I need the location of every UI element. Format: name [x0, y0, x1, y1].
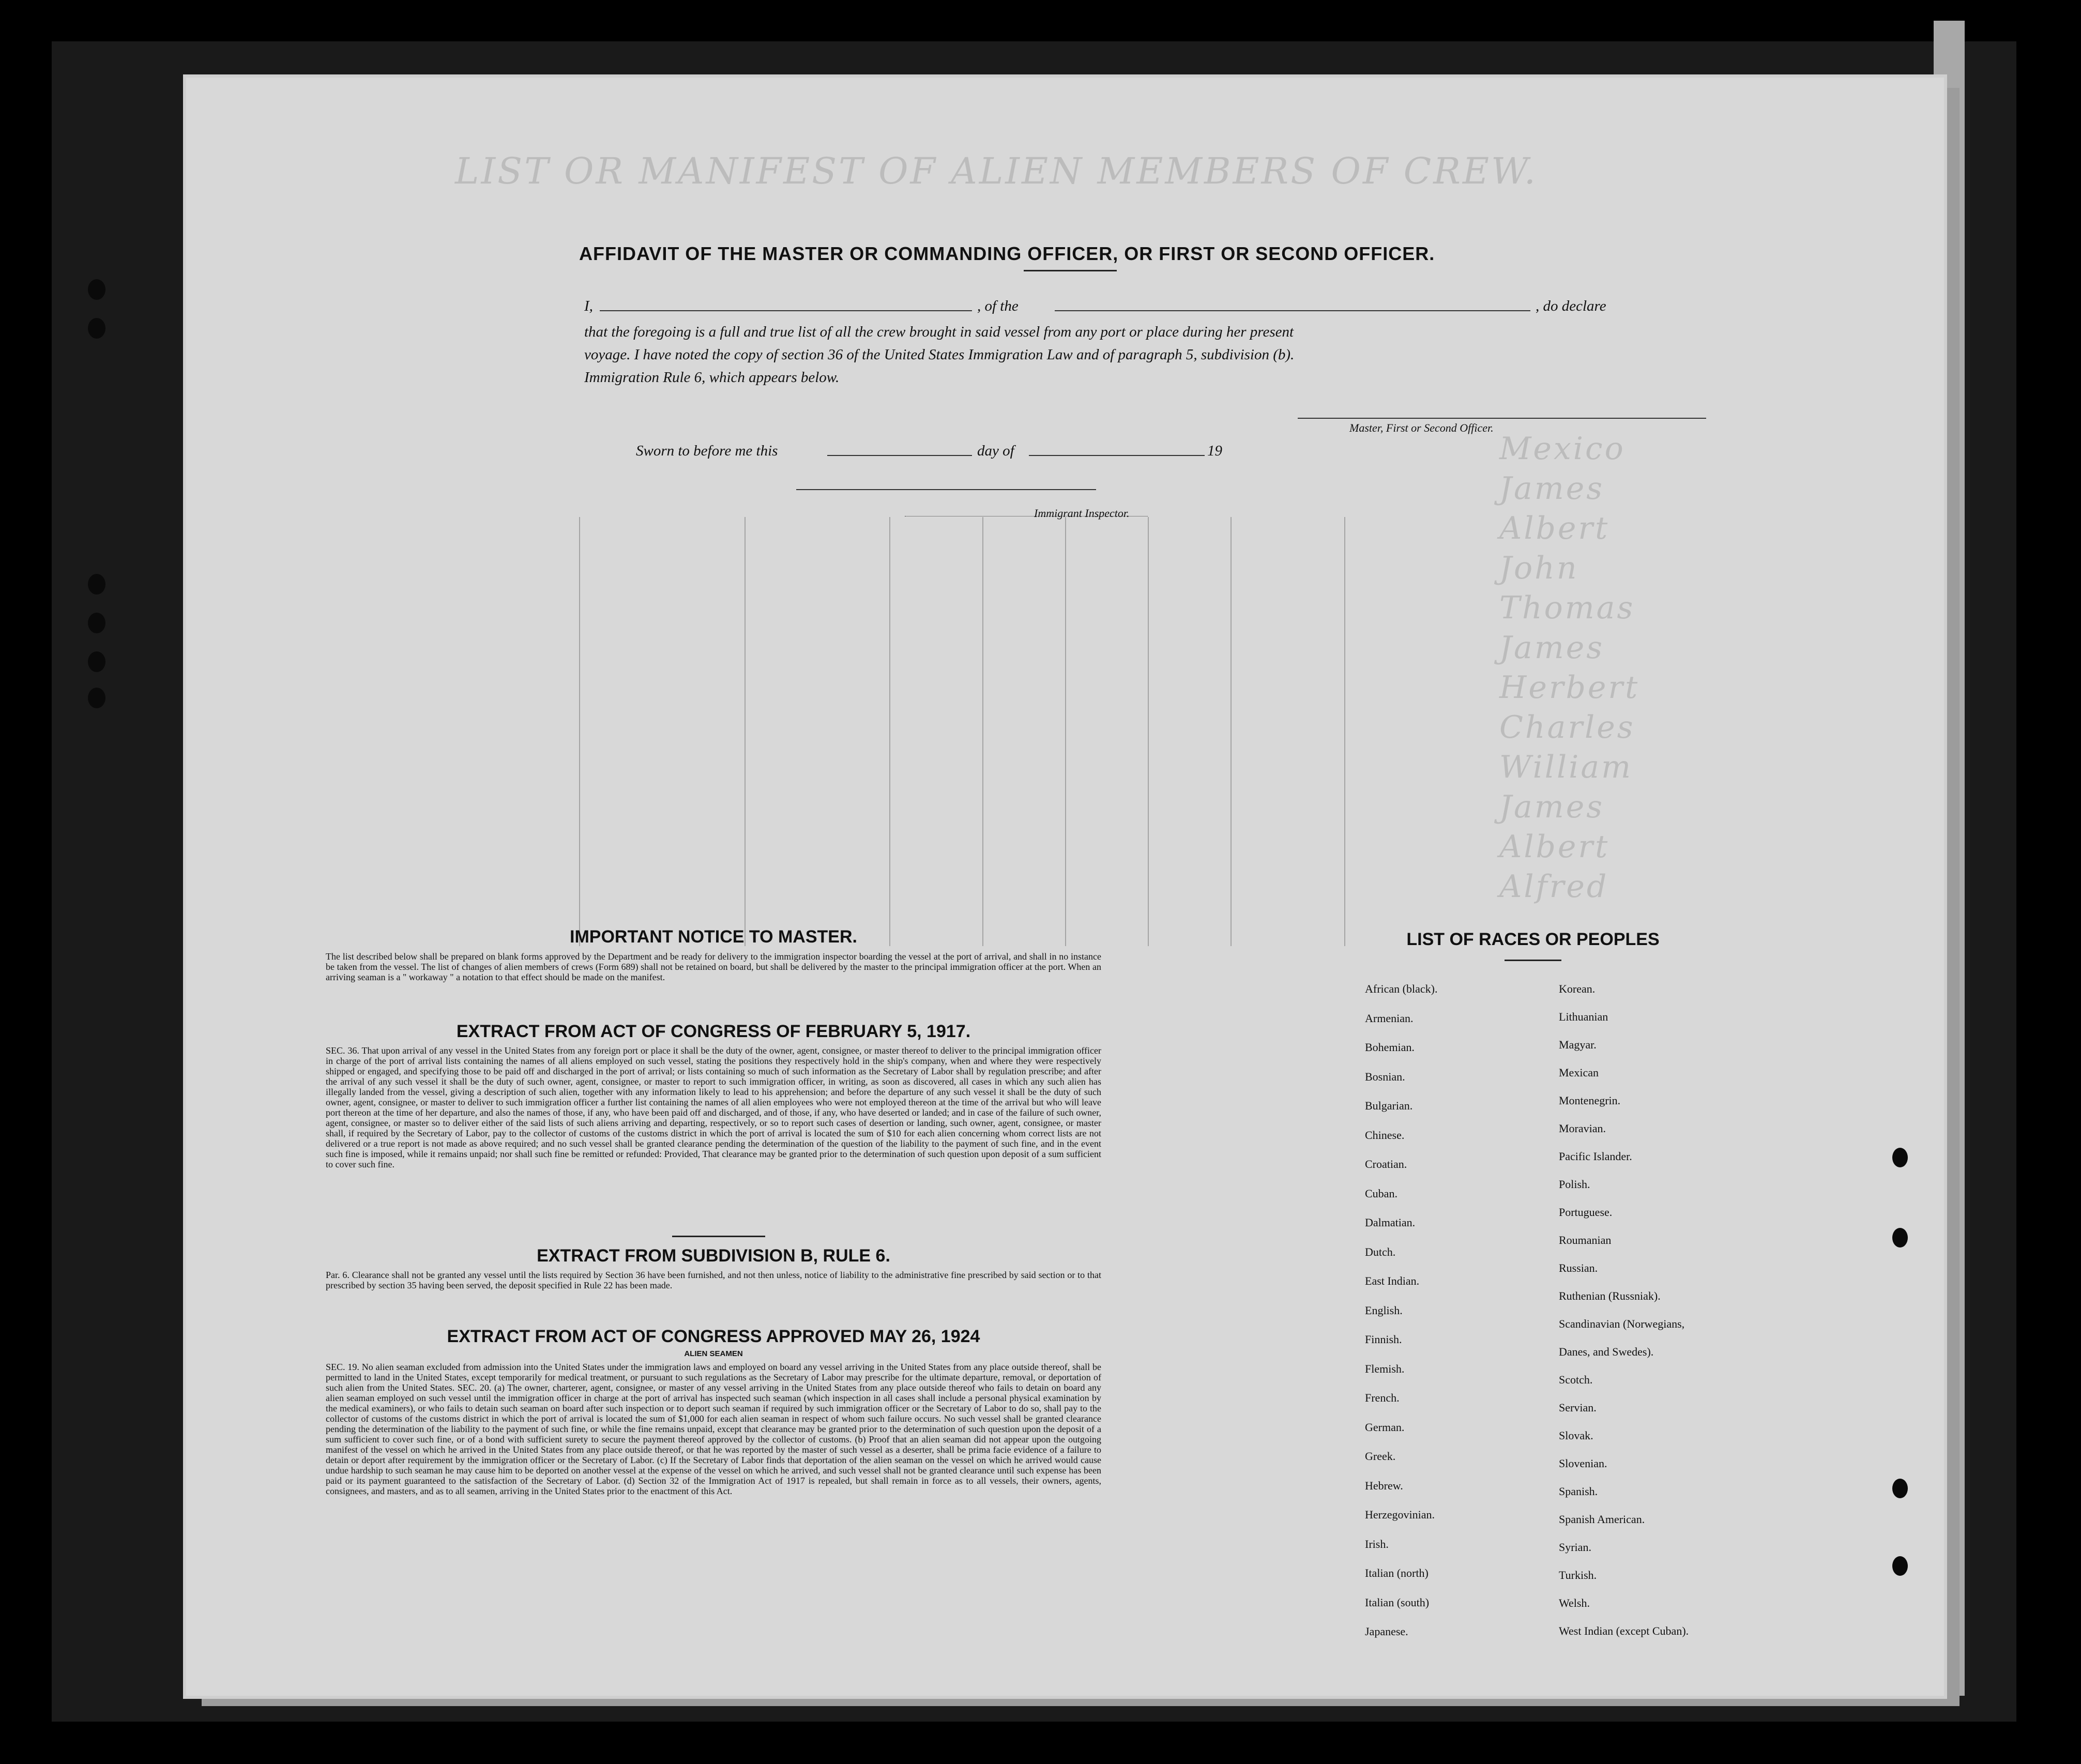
binder-hole	[1892, 1479, 1908, 1498]
notice-title: IMPORTANT NOTICE TO MASTER.	[570, 927, 857, 947]
affidavit-title: AFFIDAVIT OF THE MASTER OR COMMANDING OFFICER, OR FIRST OR SECOND OFFICER.	[579, 243, 1435, 264]
race-item: Magyar.	[1559, 1038, 1597, 1051]
race-item: Croatian.	[1365, 1158, 1407, 1170]
inspector-label: Immigrant Inspector.	[1034, 507, 1130, 520]
race-item: Portuguese.	[1559, 1206, 1613, 1219]
act-1924-subtitle: ALIEN SEAMEN	[684, 1349, 743, 1358]
race-item: West Indian (except Cuban).	[1559, 1624, 1689, 1637]
race-item: Japanese.	[1365, 1625, 1408, 1638]
race-item: Dalmatian.	[1365, 1216, 1416, 1229]
race-item: Finnish.	[1365, 1333, 1402, 1346]
sworn-month-blank[interactable]	[1029, 455, 1205, 456]
declaration-line-3: Immigration Rule 6, which appears below.	[584, 369, 840, 386]
race-item: Hebrew.	[1365, 1479, 1403, 1492]
column-line	[1148, 517, 1149, 946]
binder-hole	[1892, 1228, 1908, 1248]
race-item: Chinese.	[1365, 1128, 1405, 1142]
race-item: Syrian.	[1559, 1541, 1591, 1554]
binder-hole	[88, 318, 105, 339]
day-of-text: day of	[977, 443, 1014, 459]
binder-hole	[88, 688, 105, 708]
race-item: Italian (south)	[1365, 1595, 1430, 1609]
race-item: English.	[1365, 1303, 1403, 1317]
rule-6-body: Par. 6. Clearance shall not be granted any vessel until the lists required by Section 36 have been furnished, and not then unless, notice of liability to the administrative fine prescribed by said section or to that prescribed by section 35 having been served, the deposit specified in Rule 22 has been made.	[326, 1270, 1101, 1290]
vessel-blank[interactable]	[1055, 310, 1530, 311]
race-item: Spanish.	[1559, 1485, 1598, 1498]
binder-hole	[1892, 1556, 1908, 1576]
race-item: Greek.	[1365, 1450, 1396, 1463]
race-item: Welsh.	[1559, 1596, 1590, 1609]
bleed-through-handwriting: Mexico James Albert John Thomas James Herbert Charles William James Albert Alfred	[1499, 431, 1640, 905]
column-line	[982, 517, 983, 946]
race-item: Korean.	[1559, 982, 1596, 995]
sworn-day-blank[interactable]	[827, 455, 972, 456]
bleed-through-header: LIST OR MANIFEST OF ALIEN MEMBERS OF CREW.	[455, 150, 1538, 192]
act-1917-body: SEC. 36. That upon arrival of any vessel in the United States from any foreign port or place it shall be the duty of the owner, agent, consignee, or master thereof to deliver to the principal immigration officer in charge of the port of arrival lists containing the names of all aliens employed on such vessel, stating the positions they respectively hold in the ship's company, when and where they were respectively shipped or engaged, and specifying those to be paid off and discharged in the port of arrival; or lists containing so much of such information as the Secretary of Labor shall by regulation prescribe; and after the arrival of any such vessel it shall be the duty of such owner, agent, consignee, or master to report to such immigration officer, in writing, as soon as discovered, all cases in which any such alien has illegally landed from the vessel, giving a description of such alien, together with any information likely to lead to his apprehension; and before the departure of any such vessel it shall be the duty of such owner, agent, consignee, or master to deliver to such immigration officer a further list containing the names of all alien employees who were not employed thereon at the time of the arrival but who will leave port thereon at the time of her departure, and also the names of those, if any, who have been paid off and discharged, and of those, if any, who have deserted or landed; and in case of the failure of such owner, agent, consignee, or master so to deliver either of the said lists of such aliens arriving and departing, respectively, or so to report such cases of desertion or landing, such owner, agent, consignee, or master shall, if required by the Secretary of Labor, pay to the collector of customs of the customs district in which the port of arrival is located the sum of $10 for each alien concerning whom correct lists are not delivered or a true report is not made as above required; and no such vessel shall be granted clearance pending the determination of the question of the liability to the payment of such fine, and in the event such fine is imposed, while it remains unpaid; nor shall such fine be remitted or refunded: Provided, That clearance may be granted prior to the determination of such question upon deposit of a sum sufficient to cover such fine.	[326, 1045, 1101, 1169]
race-item: German.	[1365, 1420, 1405, 1434]
race-item: Scandinavian (Norwegians,	[1559, 1317, 1685, 1330]
act-1924-title: EXTRACT FROM ACT OF CONGRESS APPROVED MAY 26, 1924	[447, 1327, 980, 1346]
race-item: Danes, and Swedes).	[1559, 1345, 1654, 1358]
race-item: Montenegrin.	[1559, 1094, 1621, 1107]
race-item: Ruthenian (Russniak).	[1559, 1289, 1661, 1302]
races-divider	[1505, 960, 1561, 961]
race-item: Pacific Islander.	[1559, 1150, 1632, 1163]
race-item: French.	[1365, 1391, 1400, 1404]
rule-6-title: EXTRACT FROM SUBDIVISION B, RULE 6.	[537, 1246, 890, 1266]
race-item: Polish.	[1559, 1178, 1590, 1191]
notice-body: The list described below shall be prepared on blank forms approved by the Department and be ready for delivery to the immigration inspector boarding the vessel at the port of arrival, and shall in no instance be taken from the vessel. The list of changes of alien members of crews (Form 689) shall not be retained on board, but shall be delivered by the master to the principal immigration officer at the port. When an arriving seaman is a " workaway " a notation to that effect should be made on the manifest.	[326, 951, 1101, 982]
binder-hole	[88, 651, 105, 672]
act-1924-body: SEC. 19. No alien seaman excluded from admission into the United States under the immigration laws and employed on board any vessel arriving in the United States from any place outside thereof, shall be permitted to land in the United States, except temporarily for medical treatment, or pursuant to such regulations as the Secretary of Labor may prescribe for the ultimate departure, removal, or deportation of such alien from the United States. SEC. 20. (a) The owner, charterer, agent, consignee, or master of any vessel arriving in the United States from any place outside thereof who fails to detain on board any alien seaman employed on such vessel until the immigration officer in charge at the port of arrival has inspected such seaman (which inspection in all cases shall include a personal physical examination by the medical examiners), or who fails to detain such seaman on board after such inspection or to deport such seaman if required by such immigration officer or the Secretary of Labor to do so, shall pay to the collector of customs of the customs district in which the port of arrival is located the sum of $1,000 for each alien seaman in respect of whom such failure occurs. No such vessel shall be granted clearance pending the determination of the liability to the payment of such fine, or while the fine remains unpaid, except that clearance may be granted prior to the determination of such question upon the deposit of a sum sufficient to cover such fine, or of a bond with sufficient surety to secure the payment thereof approved by the collector of customs. (b) Proof that an alien seaman did not appear upon the outgoing manifest of the vessel on which he arrived in the United States from any place outside thereof, or that he was reported by the master of such vessel as a deserter, shall be prima facie evidence of a failure to detain or deport after requirement by the immigration officer or the Secretary of Labor. (c) If the Secretary of Labor finds that deportation of the alien seaman on the vessel on which he arrived would cause undue hardship to such seaman he may cause him to be deported on another vessel at the expense of the vessel on which he arrived, and such vessel shall not be granted clearance until such expense has been paid or its payment guaranteed to the satisfaction of the Secretary of Labor. (d) Section 32 of the Immigration Act of 1917 is repealed, but shall remain in force as to all vessels, their owners, agents, consignees, and masters, and as to all seamen, arriving in the United States prior to the enactment of this Act.	[326, 1362, 1101, 1496]
inspector-rule	[796, 489, 1096, 490]
column-line	[1344, 517, 1345, 946]
declaration-i: I,	[584, 298, 593, 314]
race-item: Flemish.	[1365, 1362, 1405, 1375]
act-1917-title: EXTRACT FROM ACT OF CONGRESS OF FEBRUARY 5, 1917.	[456, 1022, 971, 1041]
document-page	[186, 78, 1944, 1696]
name-blank[interactable]	[600, 310, 972, 311]
binder-hole	[88, 574, 105, 595]
binder-hole	[88, 613, 105, 633]
section-divider	[672, 1236, 765, 1237]
race-item: Servian.	[1559, 1401, 1597, 1414]
race-item: Spanish American.	[1559, 1513, 1645, 1526]
declaration-declare: , do declare	[1536, 298, 1606, 314]
race-item: Dutch.	[1365, 1245, 1396, 1258]
declaration-of-the: , of the	[977, 298, 1019, 314]
column-line	[1065, 517, 1066, 946]
year-prefix: 19	[1207, 443, 1222, 459]
race-item: Scotch.	[1559, 1373, 1593, 1386]
declaration-line-1: that the foregoing is a full and true list of all the crew brought in said vessel from any port or place during her present	[584, 324, 1294, 340]
race-item: Bohemian.	[1365, 1041, 1415, 1054]
race-item: Bulgarian.	[1365, 1099, 1413, 1112]
race-item: Lithuanian	[1559, 1010, 1608, 1023]
title-divider	[1024, 270, 1117, 271]
race-item: Turkish.	[1559, 1569, 1597, 1581]
declaration-line-2: voyage. I have noted the copy of section 36 of the United States Immigration Law and of paragraph 5, subdivision (b).	[584, 346, 1295, 363]
column-line	[1231, 517, 1232, 946]
race-item: Mexican	[1559, 1066, 1599, 1079]
master-signature-line[interactable]	[1298, 418, 1706, 419]
race-item: Slovenian.	[1559, 1457, 1607, 1470]
race-item: Herzegovinian.	[1365, 1508, 1435, 1521]
race-item: Moravian.	[1559, 1122, 1606, 1135]
column-line	[579, 517, 580, 946]
race-item: Irish.	[1365, 1537, 1389, 1550]
binder-hole	[88, 279, 105, 300]
race-item: Bosnian.	[1365, 1070, 1405, 1083]
race-item: Armenian.	[1365, 1011, 1414, 1025]
races-title: LIST OF RACES OR PEOPLES	[1406, 930, 1660, 949]
race-item: Roumanian	[1559, 1234, 1612, 1246]
binder-hole	[1892, 1148, 1908, 1167]
race-item: Russian.	[1559, 1261, 1598, 1274]
sworn-text: Sworn to before me this	[636, 443, 778, 459]
race-item: Slovak.	[1559, 1429, 1593, 1442]
race-item: East Indian.	[1365, 1274, 1420, 1287]
column-line	[745, 517, 746, 946]
race-item: Italian (north)	[1365, 1567, 1429, 1579]
race-item: African (black).	[1365, 982, 1438, 995]
race-item: Cuban.	[1365, 1187, 1398, 1200]
column-line	[889, 517, 890, 946]
master-signature-label: Master, First or Second Officer.	[1349, 421, 1494, 434]
